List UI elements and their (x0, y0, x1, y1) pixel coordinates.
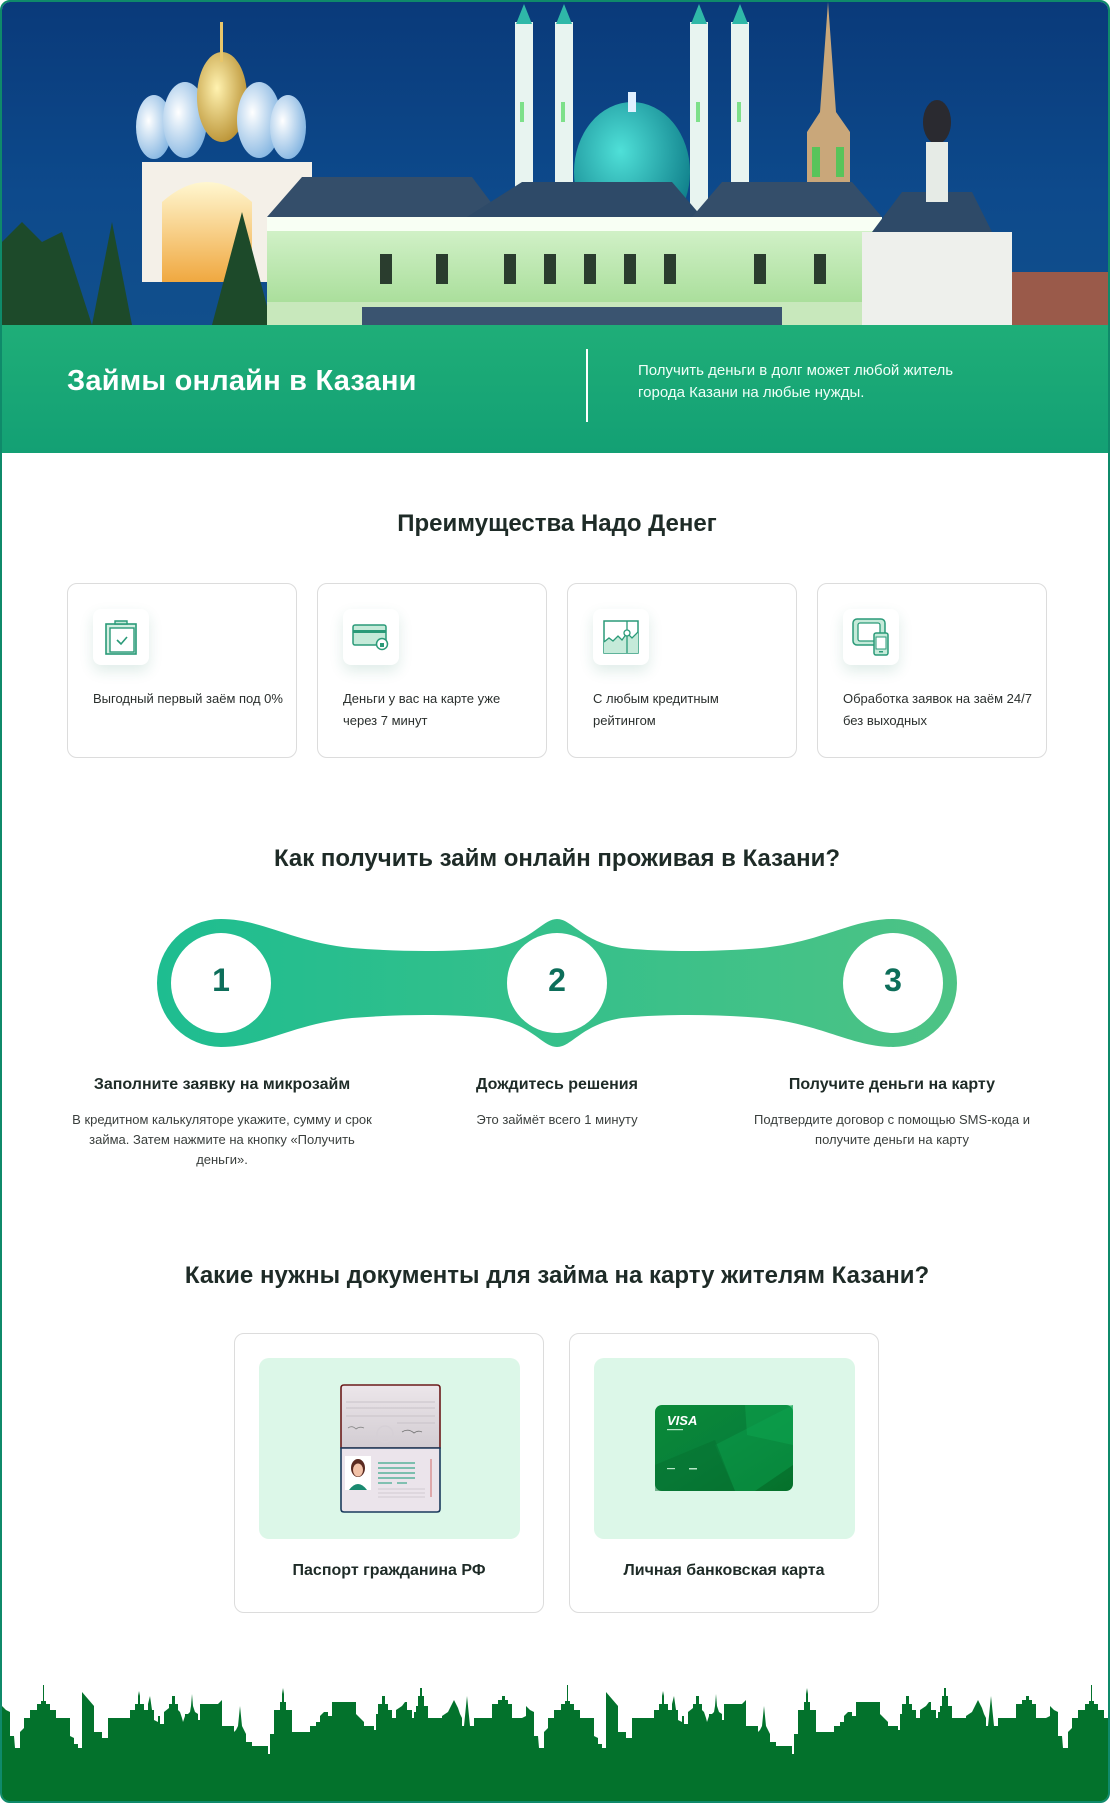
document-label: Паспорт гражданина РФ (292, 1562, 486, 1579)
step-title: Дождитесь решения (476, 1076, 638, 1093)
step-description: Подтвердите договор с помощью SMS-кода и получите деньги на карту (754, 1112, 1030, 1147)
advantage-card (317, 583, 547, 758)
card-lock-icon (343, 609, 399, 665)
advantage-text: Обработка заявок на заём 24/7 без выходных (843, 691, 1032, 728)
step-description: В кредитном калькуляторе укажите, сумму и срок займа. Затем нажмите на кнопку «Получить деньги». (72, 1112, 372, 1167)
document-image-area (259, 1358, 520, 1539)
advantage-card (567, 583, 797, 758)
page-title: Займы онлайн в Казани (67, 365, 417, 397)
hero-divider (586, 349, 588, 422)
advantages-title: Преимущества Надо Денег (397, 510, 717, 537)
chart-graph-icon (593, 609, 649, 665)
advantage-text: Деньги у вас на карте уже через 7 минут (343, 691, 501, 728)
advantage-text: С любым кредитным рейтингом (593, 691, 719, 728)
advantage-text: Выгодный первый заём под 0% (93, 691, 283, 706)
advantage-card (817, 583, 1047, 758)
bank-card-illustration (655, 1405, 793, 1491)
documents-title: Какие нужны документы для займа на карту жителям Казани? (184, 1262, 930, 1289)
hero-image (2, 2, 1110, 325)
step-description: Это займёт всего 1 минуту (476, 1112, 638, 1127)
devices-icon (843, 609, 899, 665)
document-image-area (594, 1358, 855, 1539)
advantage-card (67, 583, 297, 758)
step-number: 1 (212, 962, 230, 998)
city-skyline-illustration (2, 1676, 1110, 1801)
step-title: Заполните заявку на микрозайм (93, 1076, 351, 1093)
step-number: 2 (548, 962, 566, 998)
document-card-passport (234, 1333, 544, 1613)
clipboard-check-icon (93, 609, 149, 665)
hero-subtitle: Получить деньги в долг может любой житель города Казани на любые нужды. (638, 362, 954, 401)
step-number: 3 (884, 962, 902, 998)
steps-title: Как получить займ онлайн проживая в Казани? (273, 845, 841, 872)
svg-text:VISA: VISA (667, 1413, 698, 1428)
step-title: Получите деньги на карту (788, 1076, 996, 1093)
document-card-bank-card (569, 1333, 879, 1613)
passport-illustration (340, 1384, 441, 1513)
document-label: Личная банковская карта (623, 1562, 825, 1579)
